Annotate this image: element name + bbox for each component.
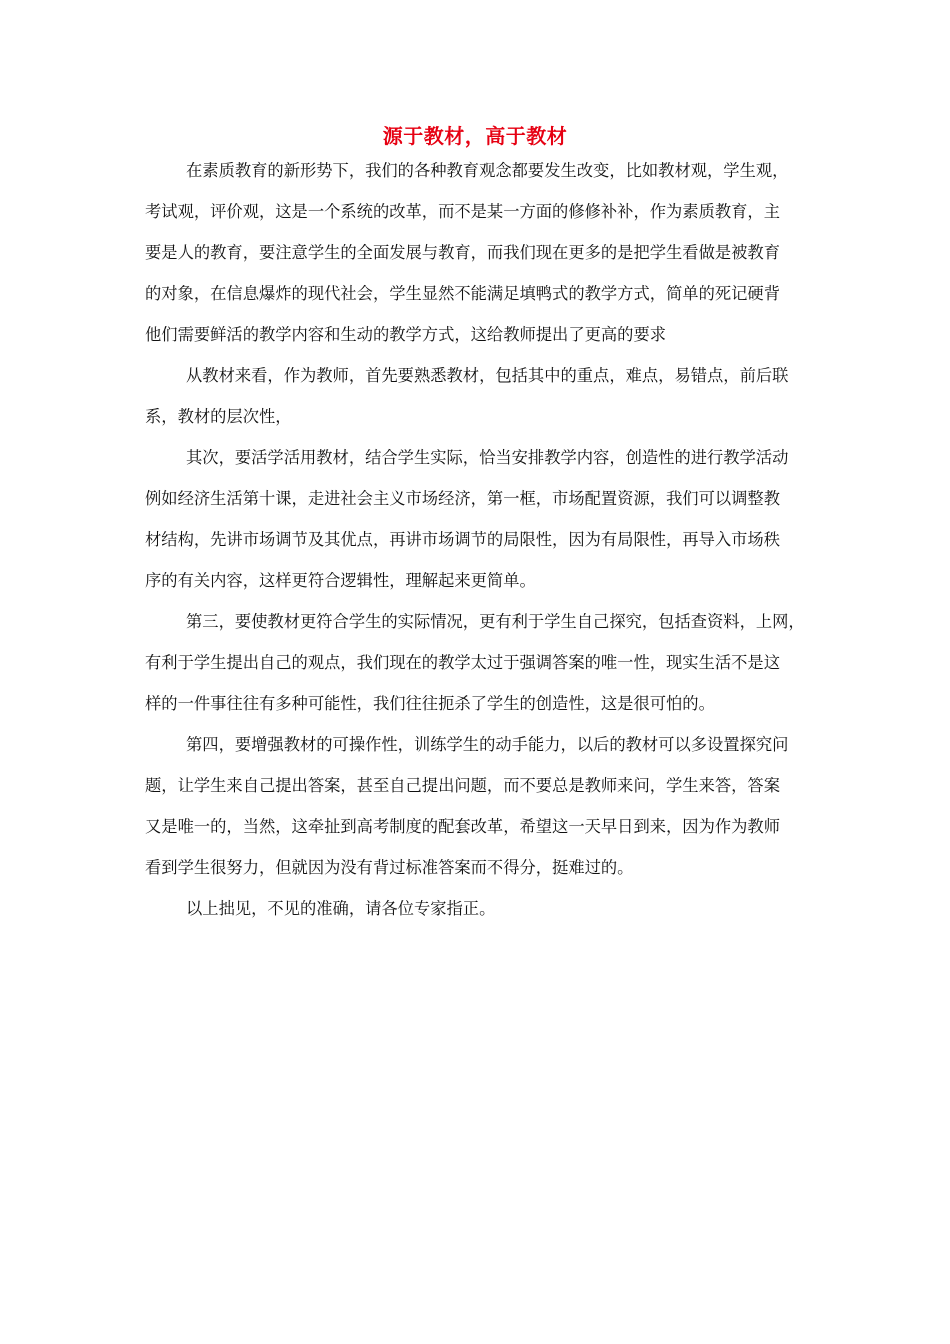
paragraph-2-line-1: 从教材来看，作为教师，首先要熟悉教材，包括其中的重点，难点，易错点，前后联 [186, 366, 789, 385]
paragraph-1-line-3: 要是人的教育，要注意学生的全面发展与教育，而我们现在更多的是把学生看做是被教育 [145, 243, 780, 262]
paragraph-3-line-3: 材结构，先讲市场调节及其优点，再讲市场调节的局限性，因为有局限性，再导入市场秩 [145, 530, 780, 549]
paragraph-5-line-1: 第四，要增强教材的可操作性，训练学生的动手能力，以后的教材可以多设置探究问 [186, 735, 789, 754]
paragraph-4-line-2: 有利于学生提出自己的观点，我们现在的教学太过于强调答案的唯一性，现实生活不是这 [145, 653, 780, 672]
paragraph-3-line-2: 例如经济生活第十课，走进社会主义市场经济，第一框，市场配置资源，我们可以调整教 [145, 489, 780, 508]
paragraph-4-line-1: 第三，要使教材更符合学生的实际情况，更有利于学生自己探究，包括查资料，上网， [186, 612, 805, 631]
paragraph-1-line-5: 他们需要鲜活的教学内容和生动的教学方式，这给教师提出了更高的要求 [145, 325, 667, 344]
paragraph-5-line-2: 题，让学生来自己提出答案，甚至自己提出问题，而不要总是教师来问，学生来答，答案 [145, 776, 780, 795]
paragraph-1-line-1: 在素质教育的新形势下，我们的各种教育观念都要发生改变，比如教材观，学生观， [186, 161, 789, 180]
paragraph-6-line-1: 以上拙见，不见的准确，请各位专家指正。 [186, 899, 496, 918]
document-body [145, 150, 809, 929]
paragraph-1-line-4: 的对象，在信息爆炸的现代社会，学生显然不能满足填鸭式的教学方式，简单的死记硬背 [145, 284, 780, 303]
paragraph-4-line-3: 样的一件事往往有多种可能性，我们往往扼杀了学生的创造性，这是很可怕的。 [145, 694, 715, 713]
document-title: 源于教材，高于教材 [382, 124, 568, 148]
paragraph-3-line-4: 序的有关内容，这样更符合逻辑性，理解起来更简单。 [145, 571, 536, 590]
paragraph-2-line-2: 系，教材的层次性， [145, 407, 292, 426]
paragraph-5-line-4: 看到学生很努力，但就因为没有背过标准答案而不得分，挺难过的。 [145, 858, 634, 877]
paragraph-1-line-2: 考试观，评价观，这是一个系统的改革，而不是某一方面的修修补补，作为素质教育，主 [145, 202, 780, 221]
paragraph-3-line-1: 其次，要活学活用教材，结合学生实际，恰当安排教学内容，创造性的进行教学活动 [186, 448, 789, 467]
paragraph-5-line-3: 又是唯一的，当然，这牵扯到高考制度的配套改革，希望这一天早日到来，因为作为教师 [145, 817, 780, 836]
